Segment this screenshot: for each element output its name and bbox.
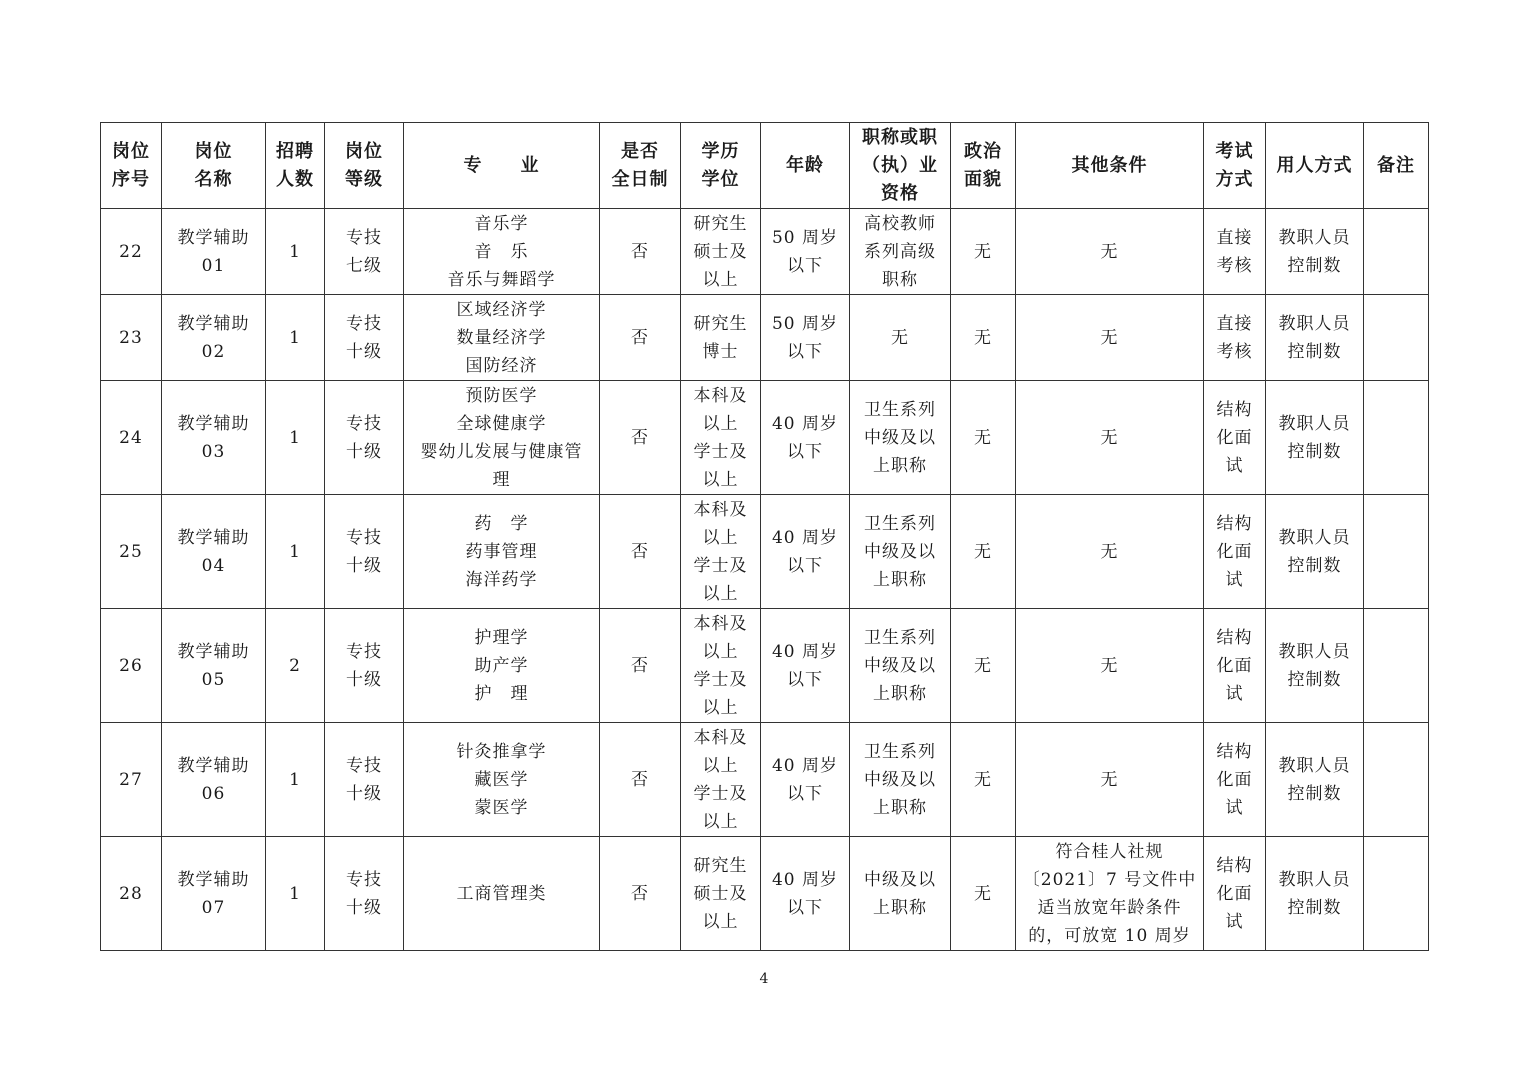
header-exam: 考试 方式 [1204,123,1266,209]
cell-name: 教学辅助 03 [162,381,266,495]
cell-major: 针灸推拿学 藏医学 蒙医学 [404,723,600,837]
cell-degree: 本科及 以上 学士及 以上 [681,381,761,495]
cell-employ: 教职人员 控制数 [1266,837,1364,951]
header-name: 岗位 名称 [162,123,266,209]
recruitment-table [100,122,1429,951]
cell-exam: 结构 化面 试 [1204,381,1266,495]
cell-level: 专技 十级 [325,381,404,495]
cell-title: 卫生系列 中级及以 上职称 [850,495,951,609]
cell-exam: 结构 化面 试 [1204,837,1266,951]
header-employ: 用人方式 [1266,123,1364,209]
cell-seq: 22 [101,209,162,295]
cell-political: 无 [951,723,1016,837]
cell-fulltime: 否 [600,209,681,295]
table-row [101,723,1429,837]
cell-count: 1 [266,209,325,295]
cell-other: 无 [1016,495,1204,609]
cell-seq: 27 [101,723,162,837]
cell-age: 40 周岁 以下 [761,381,850,495]
cell-title: 高校教师 系列高级 职称 [850,209,951,295]
cell-exam: 直接 考核 [1204,209,1266,295]
cell-degree: 本科及 以上 学士及 以上 [681,495,761,609]
cell-count: 2 [266,609,325,723]
cell-seq: 24 [101,381,162,495]
cell-employ: 教职人员 控制数 [1266,723,1364,837]
cell-age: 50 周岁 以下 [761,209,850,295]
cell-degree: 研究生 博士 [681,295,761,381]
header-title: 职称或职 （执）业 资格 [850,123,951,209]
cell-political: 无 [951,837,1016,951]
cell-title: 卫生系列 中级及以 上职称 [850,723,951,837]
cell-level: 专技 十级 [325,723,404,837]
cell-note [1364,723,1429,837]
header-level: 岗位 等级 [325,123,404,209]
cell-note [1364,381,1429,495]
cell-note [1364,495,1429,609]
cell-count: 1 [266,723,325,837]
cell-other: 无 [1016,723,1204,837]
cell-title: 无 [850,295,951,381]
cell-other: 无 [1016,381,1204,495]
cell-exam: 直接 考核 [1204,295,1266,381]
cell-major: 音乐学 音 乐 音乐与舞蹈学 [404,209,600,295]
cell-seq: 25 [101,495,162,609]
header-note: 备注 [1364,123,1429,209]
table-row [101,837,1429,951]
cell-note [1364,609,1429,723]
cell-age: 50 周岁 以下 [761,295,850,381]
cell-level: 专技 十级 [325,495,404,609]
cell-degree: 研究生 硕士及 以上 [681,209,761,295]
cell-employ: 教职人员 控制数 [1266,295,1364,381]
cell-exam: 结构 化面 试 [1204,609,1266,723]
cell-political: 无 [951,209,1016,295]
cell-degree: 本科及 以上 学士及 以上 [681,723,761,837]
cell-degree: 本科及 以上 学士及 以上 [681,609,761,723]
table-row [101,381,1429,495]
table-row [101,495,1429,609]
header-fulltime: 是否 全日制 [600,123,681,209]
cell-level: 专技 十级 [325,295,404,381]
cell-major: 护理学 助产学 护 理 [404,609,600,723]
cell-name: 教学辅助 06 [162,723,266,837]
cell-title: 中级及以 上职称 [850,837,951,951]
cell-title: 卫生系列 中级及以 上职称 [850,381,951,495]
cell-age: 40 周岁 以下 [761,495,850,609]
cell-note [1364,209,1429,295]
cell-political: 无 [951,495,1016,609]
cell-political: 无 [951,381,1016,495]
cell-seq: 23 [101,295,162,381]
cell-name: 教学辅助 07 [162,837,266,951]
header-count: 招聘 人数 [266,123,325,209]
cell-other: 无 [1016,295,1204,381]
cell-degree: 研究生 硕士及 以上 [681,837,761,951]
header-seq: 岗位 序号 [101,123,162,209]
cell-count: 1 [266,837,325,951]
cell-seq: 26 [101,609,162,723]
cell-other: 符合桂人社规 〔2021〕7 号文件中 适当放宽年龄条件 的，可放宽 10 周岁 [1016,837,1204,951]
page-number: 4 [759,971,769,987]
table-header-row [101,123,1429,209]
cell-age: 40 周岁 以下 [761,609,850,723]
cell-employ: 教职人员 控制数 [1266,609,1364,723]
cell-fulltime: 否 [600,495,681,609]
cell-other: 无 [1016,609,1204,723]
header-degree: 学历 学位 [681,123,761,209]
cell-fulltime: 否 [600,609,681,723]
cell-political: 无 [951,295,1016,381]
cell-fulltime: 否 [600,295,681,381]
cell-level: 专技 七级 [325,209,404,295]
table-row [101,609,1429,723]
cell-major: 区域经济学 数量经济学 国防经济 [404,295,600,381]
table-row [101,295,1429,381]
cell-count: 1 [266,495,325,609]
cell-name: 教学辅助 01 [162,209,266,295]
cell-fulltime: 否 [600,381,681,495]
cell-political: 无 [951,609,1016,723]
header-major: 专 业 [404,123,600,209]
header-other: 其他条件 [1016,123,1204,209]
cell-level: 专技 十级 [325,837,404,951]
cell-employ: 教职人员 控制数 [1266,381,1364,495]
header-political: 政治 面貌 [951,123,1016,209]
cell-count: 1 [266,381,325,495]
cell-employ: 教职人员 控制数 [1266,209,1364,295]
cell-note [1364,295,1429,381]
table-row [101,209,1429,295]
cell-count: 1 [266,295,325,381]
cell-note [1364,837,1429,951]
cell-fulltime: 否 [600,837,681,951]
cell-employ: 教职人员 控制数 [1266,495,1364,609]
cell-major: 预防医学 全球健康学 婴幼儿发展与健康管 理 [404,381,600,495]
cell-age: 40 周岁 以下 [761,723,850,837]
cell-age: 40 周岁 以下 [761,837,850,951]
cell-exam: 结构 化面 试 [1204,723,1266,837]
cell-major: 药 学 药事管理 海洋药学 [404,495,600,609]
cell-seq: 28 [101,837,162,951]
cell-name: 教学辅助 02 [162,295,266,381]
cell-name: 教学辅助 04 [162,495,266,609]
cell-exam: 结构 化面 试 [1204,495,1266,609]
cell-title: 卫生系列 中级及以 上职称 [850,609,951,723]
cell-other: 无 [1016,209,1204,295]
header-age: 年龄 [761,123,850,209]
cell-name: 教学辅助 05 [162,609,266,723]
cell-major: 工商管理类 [404,837,600,951]
cell-fulltime: 否 [600,723,681,837]
cell-level: 专技 十级 [325,609,404,723]
